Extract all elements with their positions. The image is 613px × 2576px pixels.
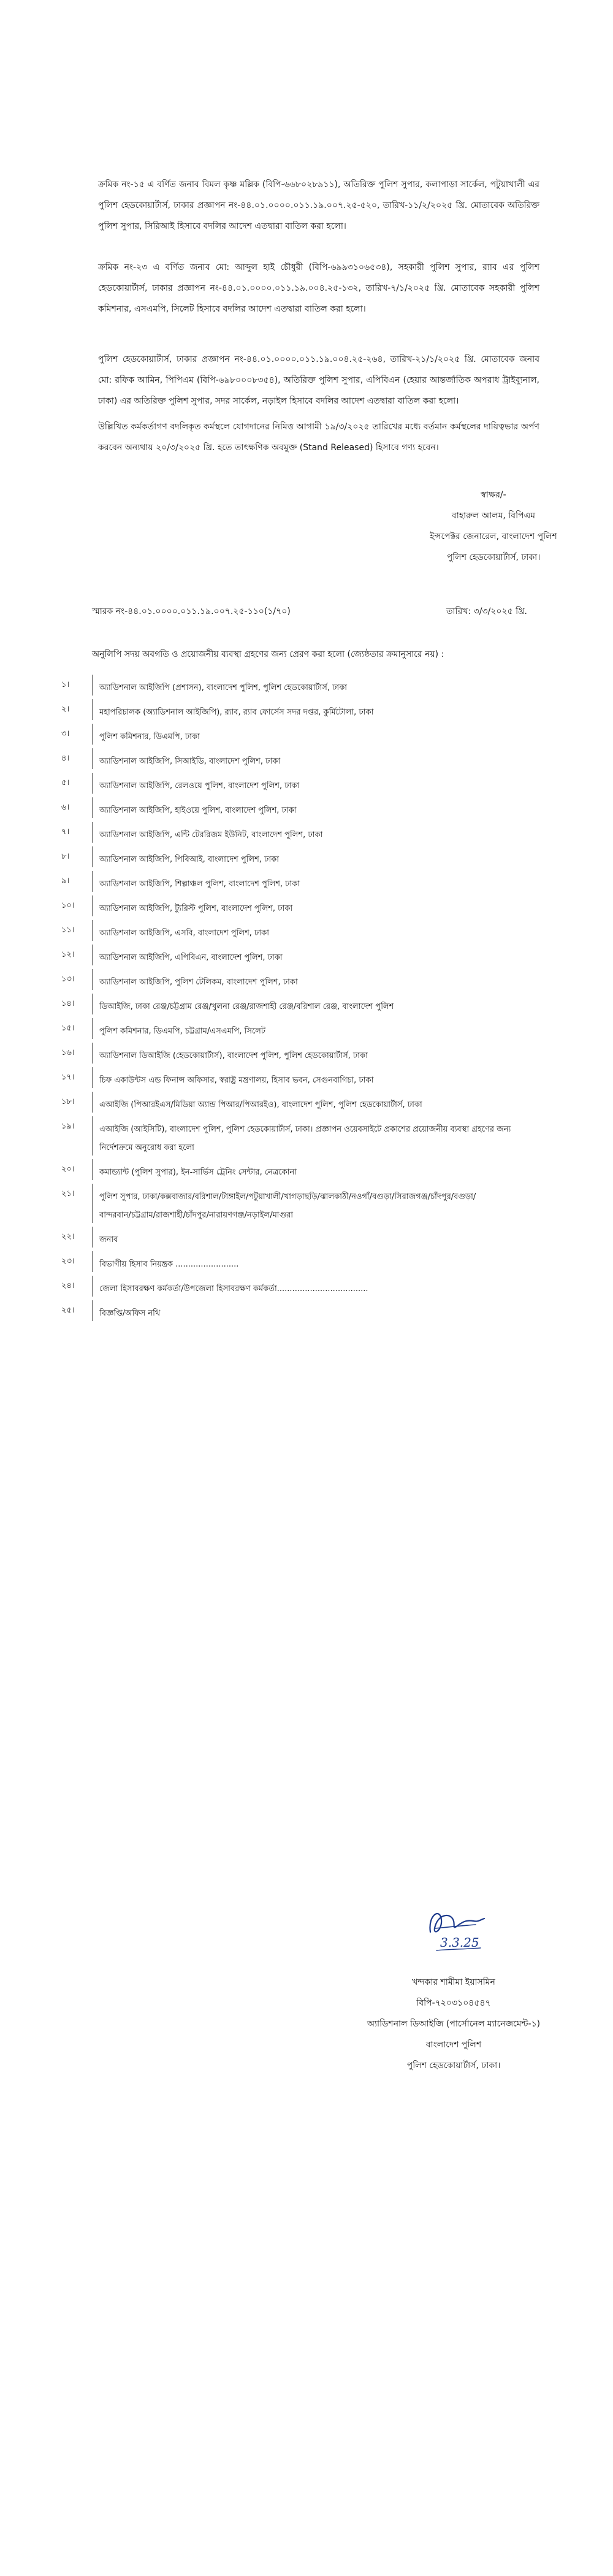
distribution-item-line: পুলিশ কমিশনার, ডিএমপি, চট্টগ্রাম/এসএমপি, সিলেট [99, 1027, 265, 1036]
distribution-item-number: ১২। [61, 950, 75, 959]
distribution-item-text [99, 1188, 553, 1225]
igp-signoff-block [392, 485, 595, 568]
distribution-item [61, 794, 558, 819]
distribution-item-line: অ্যাডিশনাল আইজিপি, এপিবিএন, বাংলাদেশ পুলিশ, ঢাকা [99, 953, 283, 962]
distribution-item-line: অ্যাডিশনাল আইজিপি (প্রশাসন), বাংলাদেশ পুলিশ, পুলিশ হেডকোয়ার্টার্স, ঢাকা [99, 683, 348, 692]
distribution-list [61, 672, 558, 1322]
distribution-item-text [99, 998, 553, 1016]
distribution-item-text [99, 1071, 553, 1090]
distribution-item-line: বিভাগীয় হিসাব নিয়ন্ত্রক ......................... [99, 1260, 239, 1269]
paragraph-item-23: ক্রমিক নং-২৩ এ বর্ণিত জনাব মো: আব্দুল হাই চৌধুরী (বিপি-৬৯৯৩১০৬৫৩৪), সহকারী পুলিশ সুপার, র‌্যাব এর পুলিশ হেডকোয়ার্টার্স, ঢাকার প্রজ্ঞাপন নং-৪৪.০১.০০০০.০১১.১৯.০০৪.২৫-১৩২, তারিখ-৭/১/২০২৫ খ্রি. মোতাবেক সহকারী পুলিশ কমিশনার, এসএমপি, সিলেট হিসাবে বদলির আদেশ এতদ্বারা বাতিল করা হলো। [98, 263, 539, 314]
distribution-item [61, 991, 558, 1015]
distribution-item-number: ২৪। [61, 1281, 75, 1290]
margin-rule [92, 748, 93, 769]
distribution-item-line: জনাব [99, 1235, 118, 1244]
paragraph-item-15: ক্রমিক নং-১৫ এ বর্ণিত জনাব বিমল কৃষ্ণ মল্লিক (বিপি-৬৬৮০২৮৯১১), অতিরিক্ত পুলিশ সুপার, কলাপাড়া সার্কেল, পটুয়াখালী এর পুলিশ হেডকোয়ার্টার্স, ঢাকার প্রজ্ঞাপন নং-৪৪.০১.০০০০.০১১.১৯.০০৭.২৫-৫২০, তারিখ-১১/২/২০২৫ খ্রি. মোতাবেক অতিরিক্ত পুলিশ সুপার, সিরিআই হিসাবে বদলির আদেশ এতদ্বারা বাতিল করা হলো। [98, 180, 539, 231]
margin-rule [92, 1043, 93, 1064]
distribution-item-line: পুলিশ সুপার, ঢাকা/কক্সবাজার/বরিশাল/টাঙ্গাইল/পটুয়াখালী/খাগড়াছড়ি/ঝালকাঠী/নওগাঁ/বগুড়া/সিরাজগঞ্জ/চাঁদপুর/বগুড়া/ [99, 1192, 476, 1202]
margin-rule [92, 1067, 93, 1088]
margin-rule [92, 675, 93, 696]
distribution-item-number: ৫। [61, 778, 70, 788]
distribution-item-text [99, 802, 553, 820]
officer-name: খন্দকার শামীমা ইয়াসমিন [412, 1977, 495, 1987]
distribution-item [61, 1224, 558, 1248]
distribution-item [61, 843, 558, 868]
igp-designation: ইন্সপেক্টর জেনারেল, বাংলাদেশ পুলিশ [430, 532, 557, 542]
distribution-item [61, 941, 558, 966]
margin-rule [92, 895, 93, 916]
distribution-item [61, 1156, 558, 1181]
distribution-item-number: ৩। [61, 729, 70, 738]
margin-rule [92, 1159, 93, 1180]
distribution-item-number: ১। [61, 680, 70, 689]
distribution-item-line: অ্যাডিশনাল আইজিপি, শিল্পাঞ্চল পুলিশ, বাংলাদেশ পুলিশ, ঢাকা [99, 880, 300, 889]
distribution-item-line: পুলিশ কমিশনার, ডিএমপি, ঢাকা [99, 732, 200, 742]
distribution-item-line: মহাপরিচালক (অ্যাডিশনাল আইজিপি), র‌্যাব, র‌্যাব ফোর্সেস সদর দপ্তর, কুর্মিটোলা, ঢাকা [99, 708, 374, 717]
distribution-item-line: অ্যাডিশনাল আইজিপি, পিবিআই, বাংলাদেশ পুলিশ, ঢাকা [99, 855, 280, 864]
distribution-item-text [99, 1255, 553, 1274]
distribution-item-text [99, 753, 553, 771]
distribution-item-text [99, 1163, 553, 1182]
margin-rule [92, 773, 93, 794]
distribution-item-number: ৮। [61, 852, 70, 861]
distribution-item [61, 1064, 558, 1089]
distribution-item [61, 1113, 558, 1156]
margin-rule [92, 797, 93, 818]
margin-rule [92, 969, 93, 990]
margin-rule [92, 699, 93, 720]
distribution-item-number: ৬। [61, 803, 70, 812]
distribution-item [61, 966, 558, 991]
igp-name: বাহারুল আলম, বিপিএম [451, 511, 536, 521]
margin-rule [92, 1227, 93, 1248]
distribution-item-text [99, 1121, 553, 1157]
distribution-item [61, 917, 558, 941]
margin-rule [92, 871, 93, 892]
issuing-officer-block [343, 1972, 564, 2076]
officer-organization: বাংলাদেশ পুলিশ [425, 2040, 482, 2050]
margin-rule [92, 1116, 93, 1156]
distribution-item-line: চিফ একাউন্টস এন্ড ফিনান্স অফিসার, স্বরাষ্ট্র মন্ত্রণালয়, হিসাব ভবন, সেগুনবাগিচা, ঢাকা [99, 1076, 374, 1085]
distribution-item-number: ১৬। [61, 1048, 75, 1057]
distribution-item-line: এআইজি (পিআরইএস/মিডিয়া অ্যান্ড পিআর/পিআরইও), বাংলাদেশ পুলিশ, পুলিশ হেডকোয়ার্টার্স, ঢাকা [99, 1100, 422, 1110]
distribution-item-number: ২১। [61, 1189, 75, 1198]
distribution-item [61, 868, 558, 892]
margin-rule [92, 1276, 93, 1297]
distribution-item-text [99, 679, 553, 697]
paragraph-stand-released: উল্লিখিত কর্মকর্তাগণ বদলিকৃত কর্মস্থলে যোগদানের নিমিত্ত আগামী ১৯/৩/২০২৫ তারিখের মধ্যে বর্তমান কর্মস্থলের দায়িত্বভার অর্পণ করবেন অন্যথায় ২০/৩/২০২৫ খ্রি. হতে তাৎক্ষণিক অবমুক্ত (Stand Released) হিসাবে গণ্য হবেন। [98, 422, 539, 453]
distribution-item-text [99, 949, 553, 967]
distribution-item-line: জেলা হিসাবরক্ষণ কর্মকর্তা/উপজেলা হিসাবরক্ষণ কর্মকর্তা.................................... [99, 1284, 368, 1294]
distribution-item-number: ২০। [61, 1165, 75, 1174]
distribution-item-number: ২৩। [61, 1257, 75, 1266]
distribution-item-line-continued: নির্দেশক্রমে অনুরোধ করা হলো [99, 1143, 194, 1152]
distribution-item-number: ১৯। [61, 1122, 75, 1131]
distribution-item-number: ১০। [61, 901, 75, 910]
margin-rule [92, 846, 93, 867]
distribution-item-line: বিজ্ঞপ্তি/অফিস নথি [99, 1309, 161, 1318]
distribution-item-line-continued: বান্দরবান/চট্টগ্রাম/রাজশাহী/চাঁদপুর/নারায়ণগঞ্জ/নড়াইল/মাগুরা [99, 1211, 294, 1220]
distribution-item [61, 1297, 558, 1322]
distribution-item-line: অ্যাডিশনাল আইজিপি, সিআইডি, বাংলাদেশ পুলিশ, ঢাকা [99, 757, 281, 766]
distribution-item [61, 892, 558, 917]
distribution-item-number: ৭। [61, 827, 70, 837]
distribution-item-text [99, 777, 553, 795]
margin-rule [92, 1300, 93, 1321]
memo-date: তারিখ: ৩/৩/২০২৫ খ্রি. [446, 607, 527, 616]
distribution-item-text [99, 1305, 553, 1323]
margin-rule [92, 945, 93, 965]
distribution-item-number: ১১। [61, 926, 75, 935]
distribution-item-line: অ্যাডিশনাল আইজিপি, এন্টি টেররিজম ইউনিট, বাংলাদেশ পুলিশ, ঢাকা [99, 830, 323, 840]
distribution-item [61, 1248, 558, 1273]
distribution-item-line: অ্যাডিশনাল আইজিপি, ট্যুরিস্ট পুলিশ, বাংলাদেশ পুলিশ, ঢাকা [99, 904, 293, 913]
margin-rule [92, 822, 93, 843]
distribution-item-line: অ্যাডিশনাল আইজিপি, রেলওয়ে পুলিশ, বাংলাদেশ পুলিশ, ঢাকা [99, 781, 300, 791]
margin-rule [92, 1184, 93, 1223]
distribution-item [61, 721, 558, 745]
margin-rule [92, 1092, 93, 1113]
distribution-item-text [99, 1022, 553, 1041]
distribution-item-text [99, 1280, 553, 1298]
margin-rule [92, 994, 93, 1014]
officer-designation: অ্যাডিশনাল ডিআইজি (পার্সোনেল ম্যানেজমেন্ট-১) [367, 2019, 541, 2029]
distribution-item-line: এআইজি (আইসিটি), বাংলাদেশ পুলিশ, পুলিশ হেডকোয়ার্টার্স, ঢাকা। প্রজ্ঞাপন ওয়েবসাইটে প্রকাশের প্রয়োজনীয় ব্যবস্থা গ্রহণের জন্য [99, 1125, 511, 1134]
officer-bp-number: বিপি-৭২০৩১০৪৫৪৭ [416, 1998, 491, 2008]
distribution-item-number: ১৭। [61, 1073, 75, 1082]
distribution-item-text [99, 1096, 553, 1114]
distribution-item [61, 1015, 558, 1040]
distribution-item-number: ২৫। [61, 1306, 75, 1315]
distribution-item [61, 819, 558, 843]
distribution-item-line: কমান্ড্যান্ট (পুলিশ সুপার), ইন-সার্ভিস ট্রেনিং সেন্টার, নেত্রকোনা [99, 1168, 297, 1177]
distribution-item-line: অ্যাডিশনাল আইজিপি, পুলিশ টেলিকম, বাংলাদেশ পুলিশ, ঢাকা [99, 978, 298, 987]
margin-rule [92, 1018, 93, 1039]
distribution-item-text [99, 703, 553, 722]
distribution-item-text [99, 851, 553, 869]
margin-rule [92, 1251, 93, 1272]
distribution-item [61, 745, 558, 770]
distribution-item-number: ১৫। [61, 1024, 75, 1033]
distribution-item-text [99, 973, 553, 992]
distribution-item-number: ১৩। [61, 975, 75, 984]
distribution-item [61, 1181, 558, 1224]
distribution-item [61, 696, 558, 721]
distribution-item [61, 1273, 558, 1297]
distribution-item-number: ১৪। [61, 999, 75, 1008]
distribution-item [61, 672, 558, 696]
distribution-item-line: অ্যাডিশনাল আইজিপি, এসবি, বাংলাদেশ পুলিশ, ঢাকা [99, 929, 270, 938]
distribution-item-number: ২২। [61, 1232, 75, 1241]
distribution-item-number: ৯। [61, 876, 70, 886]
margin-rule [92, 920, 93, 941]
igp-office: পুলিশ হেডকোয়ার্টার্স, ঢাকা। [446, 553, 541, 562]
distribution-item-number: ২। [61, 705, 70, 714]
memo-number: স্মারক নং-৪৪.০১.০০০০.০১১.১৯.০০৭.২৫-১১০(১/৭০) [92, 607, 291, 616]
distribution-item-text [99, 728, 553, 746]
distribution-item-text [99, 1231, 553, 1249]
distribution-item-text [99, 826, 553, 845]
distribution-item-text [99, 900, 553, 918]
signature-date: 3.3.25 [440, 1935, 479, 1950]
distribution-item-line: অ্যাডিশনাল ডিআইজি (হেডকোয়ার্টার্স), বাংলাদেশ পুলিশ, পুলিশ হেডকোয়ার্টার্স, ঢাকা [99, 1051, 368, 1060]
distribution-item [61, 770, 558, 794]
distribution-item-text [99, 875, 553, 894]
margin-rule [92, 724, 93, 745]
handwritten-signature [417, 1901, 490, 1957]
distribution-item-number: ১৮। [61, 1097, 75, 1106]
officer-office: পুলিশ হেডকোয়ার্টার্স, ঢাকা। [406, 2061, 501, 2071]
distribution-item-line: অ্যাডিশনাল আইজিপি, হাইওয়ে পুলিশ, বাংলাদেশ পুলিশ, ঢাকা [99, 806, 297, 815]
distribution-item-text [99, 1047, 553, 1065]
distribution-item-text [99, 924, 553, 943]
distribution-item [61, 1089, 558, 1113]
paragraph-cancellation: পুলিশ হেডকোয়ার্টার্স, ঢাকার প্রজ্ঞাপন নং-৪৪.০১.০০০০.০১১.১৯.০০৪.২৫-২৬৪, তারিখ-২১/১/২০২৫ খ্রি. মোতাবেক জনাব মো: রফিক আমিন, পিপিএম (বিপি-৬৯৮০০০৮৩৫৪), অতিরিক্ত পুলিশ সুপার, এপিবিএন (হেয়ার আন্তর্জাতিক অপরাধ ট্রাইব্যুনাল, ঢাকা) এর অতিরিক্ত পুলিশ সুপার, সদর সার্কেল, নড়াইল হিসাবে বদলির আদেশ এতদ্বারা বাতিল করা হলো। [98, 355, 539, 406]
copy-forwarding-intro: অনুলিপি সদয় অবগতি ও প্রয়োজনীয় ব্যবস্থা গ্রহণের জন্য প্রেরণ করা হলো (জ্যেষ্ঠতার ক্রমানুসারে নয়) : [92, 650, 444, 659]
distribution-item-number: ৪। [61, 754, 70, 763]
distribution-item-line: ডিআইজি, ঢাকা রেঞ্জ/চট্টগ্রাম রেঞ্জ/খুলনা রেঞ্জ/রাজশাহী রেঞ্জ/বরিশাল রেঞ্জ, বাংলাদেশ পুলিশ [99, 1002, 394, 1011]
distribution-item [61, 1040, 558, 1064]
signed-marker: স্বাক্ষর/- [481, 490, 506, 500]
